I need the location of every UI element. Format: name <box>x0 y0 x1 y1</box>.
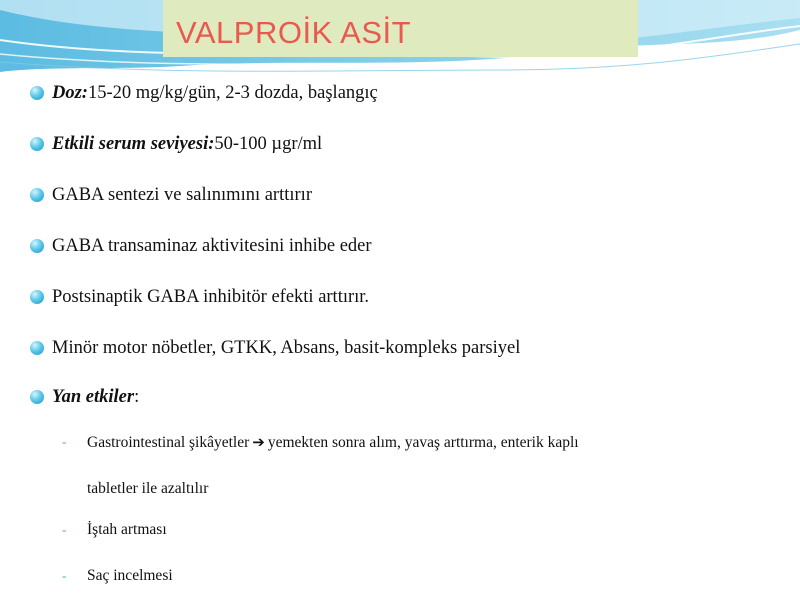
bullet-dot-icon <box>30 290 44 304</box>
bullet-text: Minör motor nöbetler, GTKK, Absans, basit-kompleks parsiyel <box>52 337 521 358</box>
bullet-text: GABA sentezi ve salınımını arttırır <box>52 184 312 205</box>
right-arrow-icon: ➔ <box>252 433 265 451</box>
bullet-side-effects <box>30 383 139 411</box>
dash-marker: - <box>62 568 67 583</box>
bullet-gaba-transaminase <box>30 232 372 260</box>
sub-item-text: Saç incelmesi <box>87 567 173 584</box>
dash-marker: - <box>62 434 67 449</box>
sub-item-appetite <box>62 507 167 553</box>
bullet-dot-icon <box>30 86 44 100</box>
bullet-text: : <box>134 386 140 407</box>
bullet-text: 50-100 µgr/ml <box>214 133 323 154</box>
bullet-dot-icon <box>30 137 44 151</box>
slide-title: VALPROİK ASİT <box>176 15 412 50</box>
sub-item-hair-thinning <box>62 553 173 599</box>
bullet-text: Postsinaptik GABA inhibitör efekti arttırır. <box>52 286 370 307</box>
sub-item-text: İştah artması <box>87 521 167 538</box>
sub-item-text-b: yemekten sonra alım, yavaş arttırma, enterik kaplı <box>267 434 579 451</box>
bullet-label: Yan etkiler <box>52 386 135 407</box>
bullet-dot-icon <box>30 239 44 253</box>
sub-item-text <box>87 419 579 512</box>
bullet-label: Doz: <box>52 82 88 103</box>
dash-marker: - <box>62 522 67 537</box>
sub-item-gastrointestinal <box>62 419 782 512</box>
bullet-text: GABA transaminaz aktivitesini inhibe eder <box>52 235 372 256</box>
bullet-postsynaptic <box>30 283 369 311</box>
bullet-dot-icon <box>30 188 44 202</box>
bullet-text: 15-20 mg/kg/gün, 2-3 dozda, başlangıç <box>87 82 378 103</box>
sub-item-text-a: Gastrointestinal şikâyetler <box>87 434 250 451</box>
bullet-label: Etkili serum seviyesi: <box>52 133 215 154</box>
bullet-gaba-synthesis <box>30 181 312 209</box>
sub-item-text-continued: tabletler ile azaltılır <box>87 480 209 497</box>
bullet-dose <box>30 79 378 107</box>
bullet-dot-icon <box>30 341 44 355</box>
bullet-serum-level <box>30 130 322 158</box>
bullet-indications <box>30 334 520 362</box>
bullet-dot-icon <box>30 390 44 404</box>
